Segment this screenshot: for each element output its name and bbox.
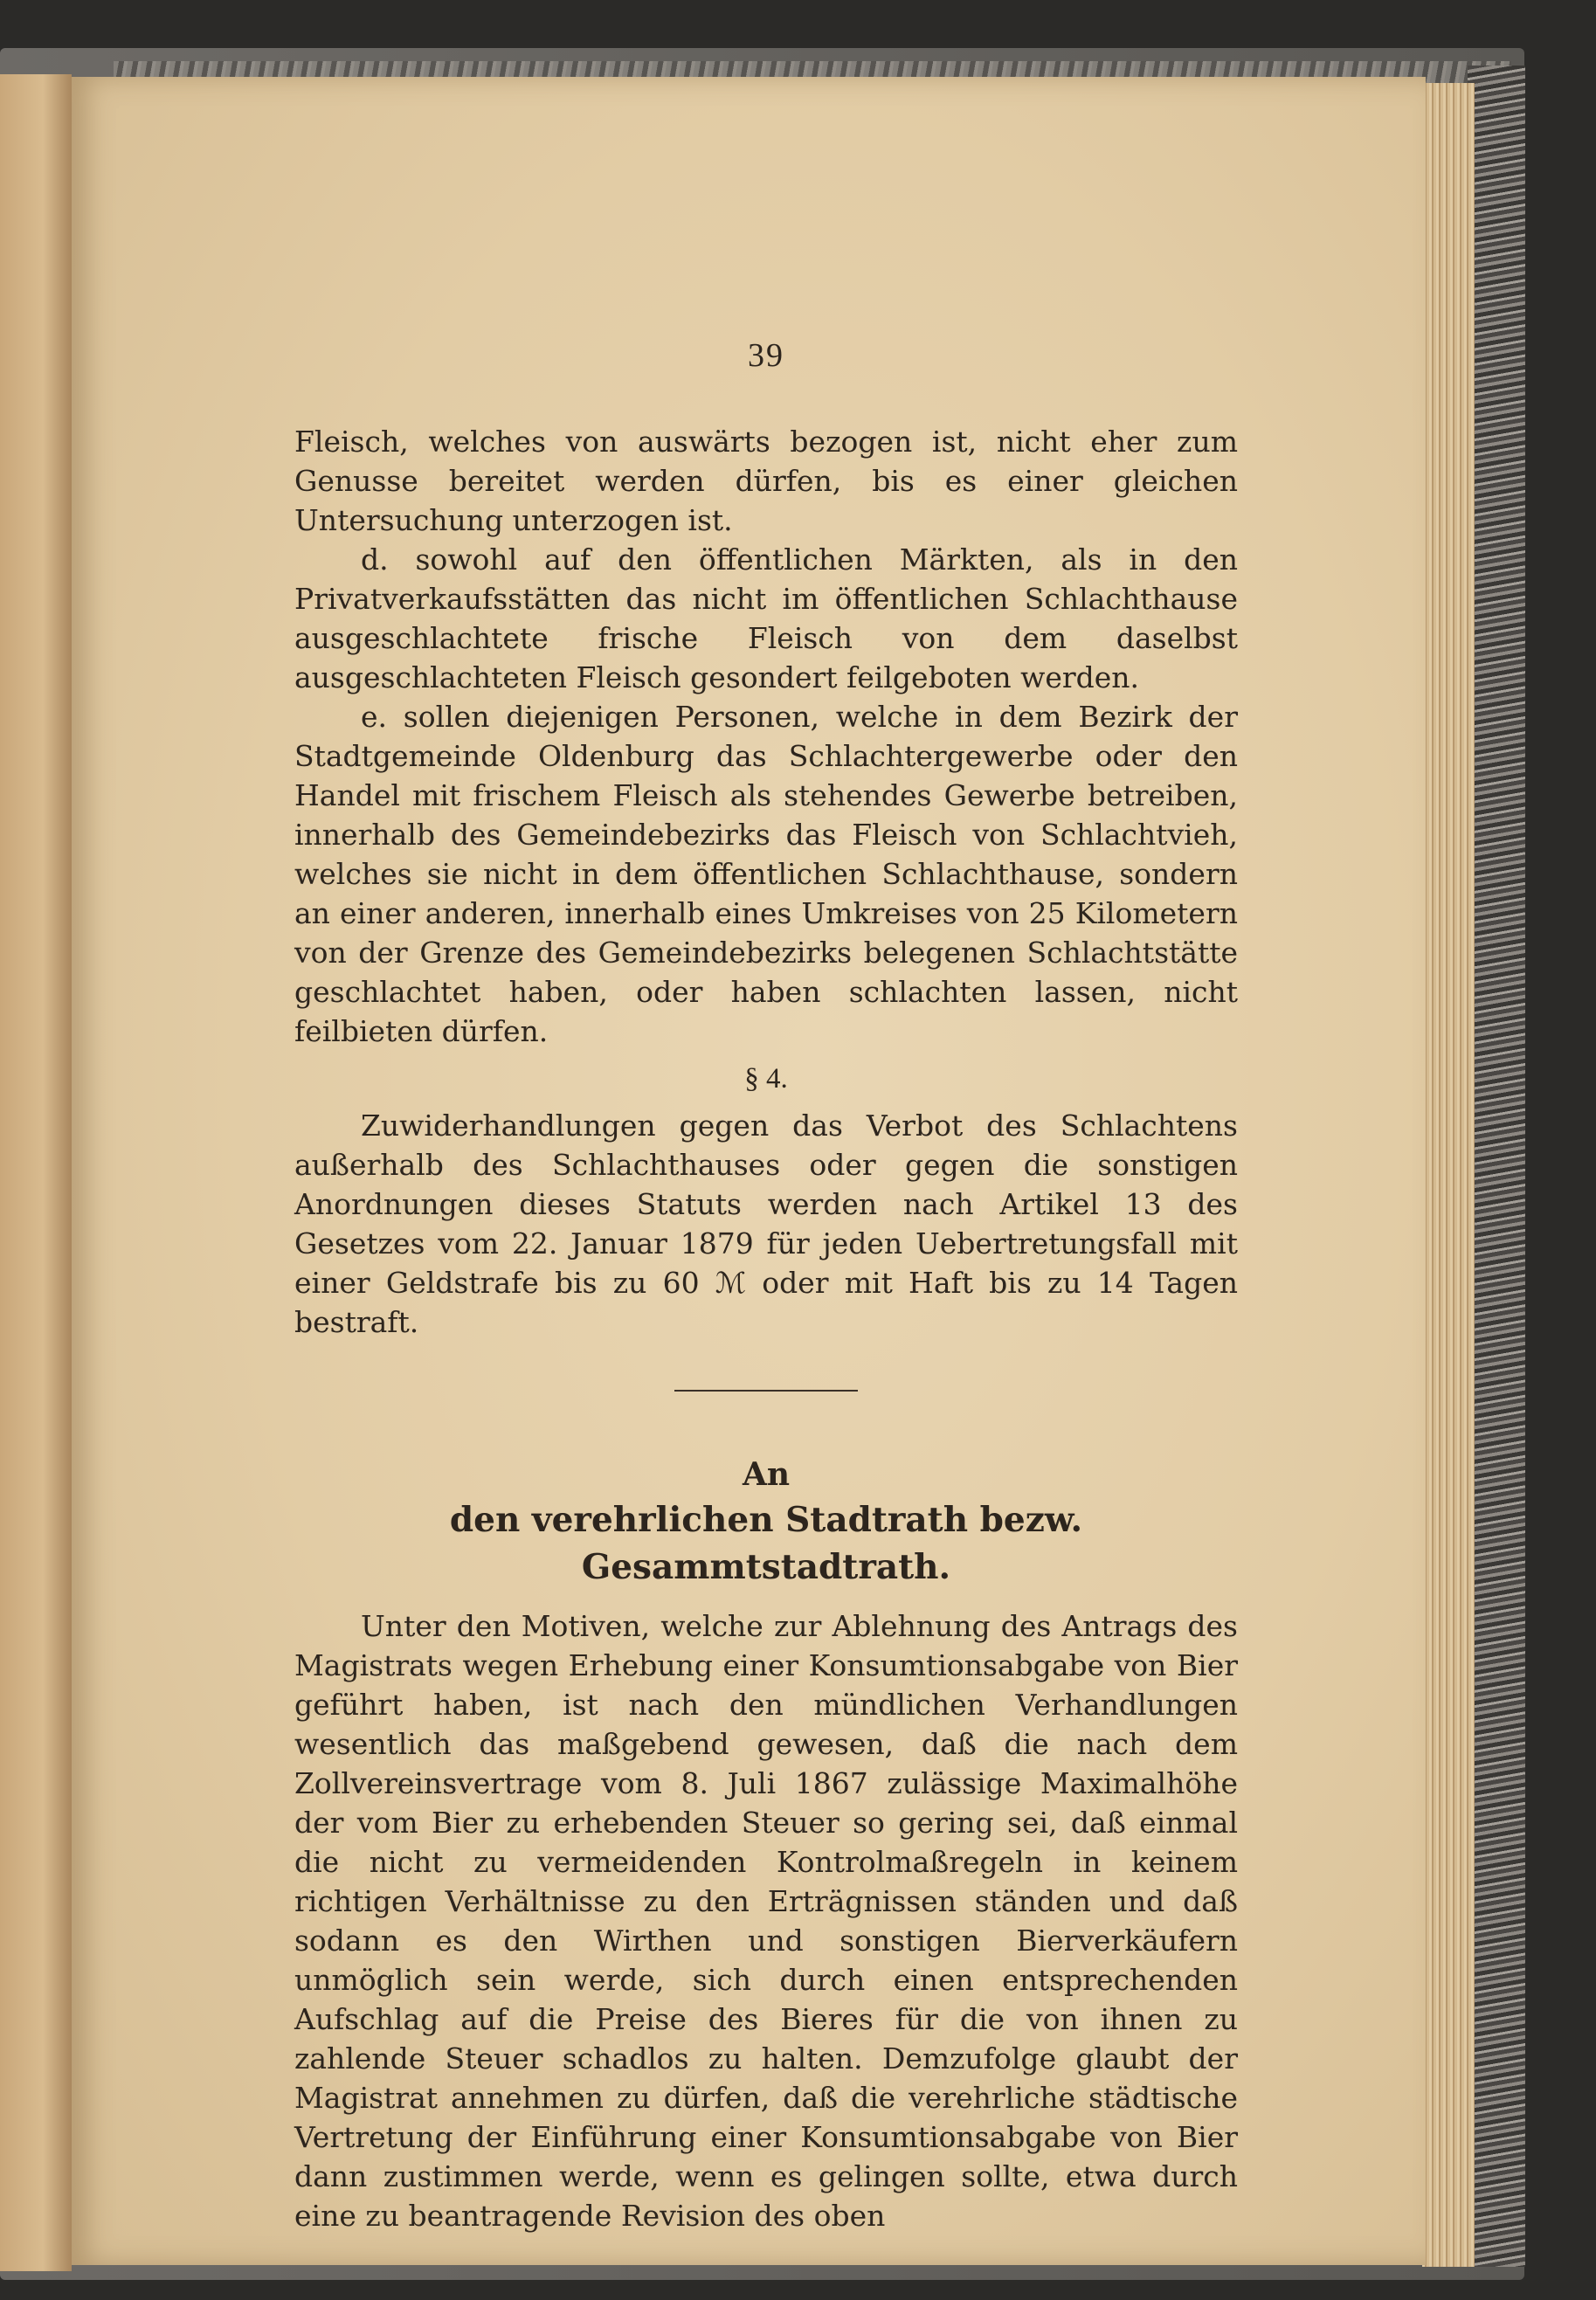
heading-addressee-line1: An <box>742 1456 791 1493</box>
heading-addressee-line2: den verehrlichen Stadtrath bezw. Gesammtstadtrath. <box>449 1500 1083 1587</box>
paragraph-section-4: Zuwiderhandlungen gegen das Verbot des Schlachtens außerhalb des Schlachthauses oder gegen die sonstigen Anordnungen dieses Statuts werden nach Artikel 13 des Gesetzes vom 22. Januar 1879 für jeden Uebertretungsfall mit einer Geldstrafe bis zu 60 ℳ oder mit Haft bis zu 14 Tagen bestraft. <box>294 1109 1238 1339</box>
divider-rule <box>674 1390 858 1392</box>
left-page-sliver <box>0 74 72 2271</box>
paragraph-letter-body: Unter den Motiven, welche zur Ablehnung des Antrags des Magistrats wegen Erhebung einer Konsumtionsabgabe von Bier geführt haben, ist nach den mündlichen Verhandlungen wesentlich das maßgebend gewesen, daß die nach dem Zollvereinsvertrage vom 8. Juli 1867 zulässige Maximalhöhe der vom Bier zu erhebenden Steuer so gering sei, daß einmal die nicht zu vermeidenden Kontrolmaßregeln in keinem richtigen Verhältnisse zu den Erträgnissen ständen und daß sodann es den Wirthen und sonstigen Bierverkäufern unmöglich sein werde, sich durch einen entsprechenden Aufschlag auf die Preise des Bieres für die von ihnen zu zahlende Steuer schadlos zu halten. Demzufolge glaubt der Magistrat annehmen zu dürfen, daß die verehrliche städtische Vertretung der Einführung einer Konsumtionsabgabe von Bier dann zustimmen werde, wenn es gelingen sollte, etwa durch eine zu beantragende Revision des oben <box>294 1609 1238 2233</box>
book-page <box>72 77 1426 2265</box>
section-heading: § 4. <box>744 1063 788 1095</box>
book-cover-right-edge <box>1468 66 1525 2267</box>
paragraph-item-d: d. sowohl auf den öffentlichen Märkten, als in den Privatverkaufsstätten das nicht im öffentlichen Schlachthause ausgeschlachtete frische Fleisch von dem daselbst ausgeschlachteten Fleisch gesondert feilgeboten werden. <box>294 542 1238 694</box>
paragraph-continuation: Fleisch, welches von auswärts bezogen ist, nicht eher zum Genusse bereitet werden dürfen, bis es einer gleichen Untersuchung unterzogen ist. <box>294 425 1238 537</box>
page-stack-edges <box>1422 83 1475 2267</box>
paragraph-item-e: e. sollen diejenigen Personen, welche in dem Bezirk der Stadtgemeinde Oldenburg das Schlachtergewerbe oder den Handel mit frischem Fleisch als stehendes Gewerbe betreiben, innerhalb des Gemeindebezirks das Fleisch von Schlachtvieh, welches sie nicht in dem öffentlichen Schlachthause, sondern an einer anderen, innerhalb eines Umkreises von 25 Kilometern von der Grenze des Gemeindebezirks belegenen Schlachtstätte geschlachtet haben, oder haben schlachten lassen, nicht feilbieten dürfen. <box>294 700 1238 1048</box>
page-text-block <box>294 339 1238 2235</box>
page-number: 39 <box>748 337 784 374</box>
